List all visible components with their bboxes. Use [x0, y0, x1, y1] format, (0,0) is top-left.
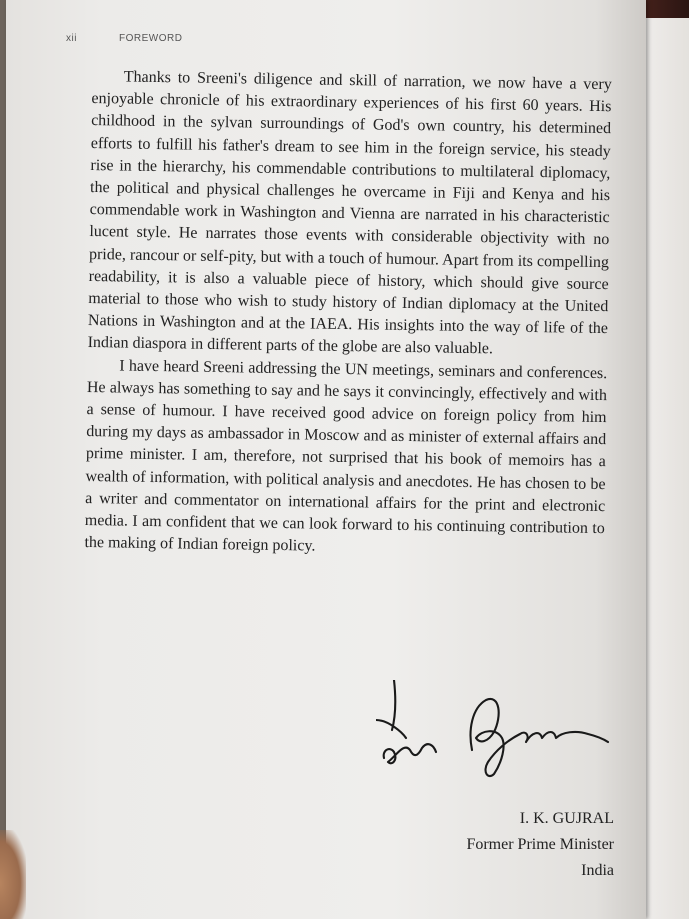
thumb: [0, 830, 26, 919]
signatory-country: India: [581, 862, 614, 879]
signoff: [426, 806, 614, 884]
book-page: [6, 0, 646, 919]
section-title: FOREWORD: [119, 33, 183, 44]
paragraph-1: Thanks to Sreeni's diligence and skill of narration, we now have a very enjoyable chronicle of his extraordinary experiences of his first 60 years. His childhood in the sylvan surroundings of God's own country, his determined efforts to fulfill his father's dream to see him in the foreign service, his steady rise in the hierarchy, his commendable contributions to multilateral diplomacy, the political and physical challenges he overcame in Fiji and Kenya and his commendable work in Washington and Vienna are narrated in his characteristic lucent style. He narrates those events with considerable objectivity with no pride, rancour or self-pity, but with a touch of humour. Apart from its compelling readability, it is also a valuable piece of history, which should give source material to those who wish to study history of Indian diplomacy at the United Nations in Washington and at the IAEA. His insights into the way of life of the Indian diaspora in different parts of the globe are also valuable.: [87, 68, 612, 358]
page-number: xii: [66, 33, 77, 44]
handwritten-signature-icon: [376, 680, 616, 780]
foreword-body: [84, 66, 612, 563]
paragraph-2: I have heard Sreeni addressing the UN meetings, seminars and conferences. He always has something to say and he says it convincingly, effectively and with a sense of humour. I have received good advice on foreign policy from him during my days as ambassador in Moscow and as minister of external affairs and prime minister. I am, therefore, not surprised that his book of memoirs has a wealth of information, with political analysis and anecdotes. He has chosen to be a writer and commentator on international affairs for the print and electronic media. I am confident that we can look forward to his continuing contribution to the making of Indian foreign policy.: [84, 357, 608, 555]
signatory-name: I. K. GUJRAL: [519, 810, 614, 827]
signatory-position: Former Prime Minister: [466, 836, 614, 853]
